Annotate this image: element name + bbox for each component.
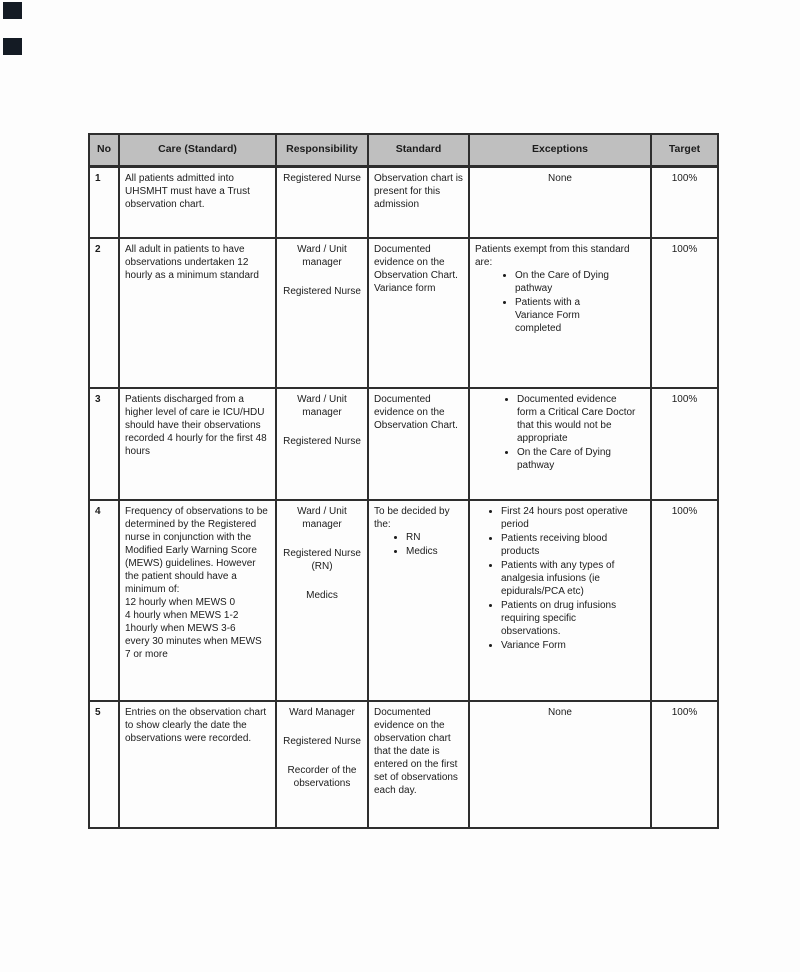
header-standard: Standard xyxy=(368,134,469,166)
row-3-care-cell xyxy=(119,388,276,500)
standard-text: Documented evidence on the observation chart that the date is entered on the first set of observations each day. xyxy=(374,707,458,796)
row-4-standard-cell xyxy=(368,500,469,701)
exceptions-bullet-list xyxy=(475,505,645,652)
responsibility-text: Ward / Unit manager xyxy=(297,506,347,530)
corner-fragment-bottom xyxy=(3,38,22,55)
row-1-exceptions-cell xyxy=(469,166,651,238)
row-4-responsibility-cell xyxy=(276,500,368,701)
responsibility-text: Registered Nurse xyxy=(283,172,361,184)
row-1-care-cell xyxy=(119,166,276,238)
responsibility-text: Recorder of the observations xyxy=(287,765,357,789)
care-text: Entries on the observation chart to show clearly the date the observations were recorded. xyxy=(125,707,267,744)
row-3-no-cell: 3 xyxy=(89,388,119,500)
care-intro: Frequency of observations to be determined by the Registered nurse in conjunction with the Modified Early Warning Score (MEWS) guidelines. However the patient should have a minimum of: xyxy=(125,506,268,595)
row-5-target-cell: 100% xyxy=(651,701,718,828)
standard-text: Documented evidence on the Observation Chart. xyxy=(374,394,458,431)
responsibility-text: Medics xyxy=(306,590,338,601)
bullet-item: • Patients with any types of analgesia infusions (ie epidurals/PCA etc) xyxy=(501,559,631,598)
header-exceptions: Exceptions xyxy=(469,134,651,166)
header-target: Target xyxy=(651,134,718,166)
care-line: every 30 minutes when MEWS 7 or more xyxy=(125,636,262,660)
standard-bullet-list xyxy=(374,531,463,558)
corner-fragment-top xyxy=(3,2,22,19)
row-1-no-cell: 1 xyxy=(89,166,119,238)
row-1-responsibility-cell xyxy=(276,166,368,238)
standard-intro: To be decided by the: xyxy=(374,506,450,530)
row-2-responsibility-cell xyxy=(276,238,368,388)
care-text: All adult in patients to have observations undertaken 12 hourly as a minimum standard xyxy=(125,244,259,281)
exceptions-text: None xyxy=(548,172,572,184)
bullet-item: • On the Care of Dying pathway xyxy=(517,446,637,472)
standard-text: Variance form xyxy=(374,283,436,294)
table-row-1 xyxy=(89,166,718,238)
table-header-row xyxy=(89,134,718,166)
row-5-care-cell xyxy=(119,701,276,828)
exceptions-intro: Patients exempt from this standard are: xyxy=(475,244,630,268)
row-3-standard-cell xyxy=(368,388,469,500)
bullet-item: • Patients with a Variance Form completed xyxy=(515,296,621,335)
exceptions-bullet-list xyxy=(475,393,645,472)
care-text: Patients discharged from a higher level of care ie ICU/HDU should have their observations recorded 4 hourly for the first 48 hours xyxy=(125,394,267,457)
care-line: 1hourly when MEWS 3-6 xyxy=(125,623,236,634)
bullet-item: • Variance Form xyxy=(501,639,631,652)
row-2-exceptions-cell xyxy=(469,238,651,388)
responsibility-text: Registered Nurse xyxy=(283,286,361,297)
row-4-no-cell: 4 xyxy=(89,500,119,701)
responsibility-text: Registered Nurse xyxy=(283,736,361,747)
standard-text: Documented evidence on the Observation Chart. xyxy=(374,244,458,281)
table-row-4 xyxy=(89,500,718,701)
row-4-care-cell xyxy=(119,500,276,701)
row-1-target-cell: 100% xyxy=(651,166,718,238)
row-2-care-cell xyxy=(119,238,276,388)
bullet-item: • On the Care of Dying pathway xyxy=(515,269,621,295)
responsibility-text: Ward / Unit manager xyxy=(297,244,347,268)
row-2-no-cell: 2 xyxy=(89,238,119,388)
row-4-target-cell: 100% xyxy=(651,500,718,701)
row-1-standard-cell xyxy=(368,166,469,238)
bullet-item: • Medics xyxy=(406,545,463,558)
bullet-item: • Documented evidence form a Critical Care Doctor that this would not be appropriate xyxy=(517,393,637,445)
care-line: 12 hourly when MEWS 0 xyxy=(125,597,236,608)
care-line: 4 hourly when MEWS 1-2 xyxy=(125,610,239,621)
bullet-item: • Patients receiving blood products xyxy=(501,532,631,558)
row-5-no-cell: 5 xyxy=(89,701,119,828)
responsibility-text: Registered Nurse (RN) xyxy=(283,548,361,572)
bullet-item: • RN xyxy=(406,531,463,544)
table-row-3 xyxy=(89,388,718,500)
care-text: All patients admitted into UHSMHT must have a Trust observation chart. xyxy=(125,172,250,210)
exceptions-text: None xyxy=(548,707,572,718)
row-2-standard-cell xyxy=(368,238,469,388)
responsibility-text: Registered Nurse xyxy=(283,436,361,447)
standard-text: Observation chart is present for this admission xyxy=(374,172,463,210)
bullet-item: • First 24 hours post operative period xyxy=(501,505,631,531)
responsibility-text: Ward / Unit manager xyxy=(297,394,347,418)
table-row-5 xyxy=(89,701,718,828)
header-care-standard: Care (Standard) xyxy=(119,134,276,166)
row-3-target-cell: 100% xyxy=(651,388,718,500)
row-5-standard-cell xyxy=(368,701,469,828)
observation-standards-table xyxy=(88,133,719,829)
header-responsibility: Responsibility xyxy=(276,134,368,166)
bullet-item: • Patients on drug infusions requiring specific observations. xyxy=(501,599,631,638)
row-3-exceptions-cell xyxy=(469,388,651,500)
responsibility-text: Ward Manager xyxy=(289,707,355,718)
row-4-exceptions-cell xyxy=(469,500,651,701)
row-3-responsibility-cell xyxy=(276,388,368,500)
row-5-exceptions-cell xyxy=(469,701,651,828)
row-2-target-cell: 100% xyxy=(651,238,718,388)
table-row-2 xyxy=(89,238,718,388)
header-no: No xyxy=(89,134,119,166)
exceptions-bullet-list xyxy=(475,269,645,335)
row-5-responsibility-cell xyxy=(276,701,368,828)
